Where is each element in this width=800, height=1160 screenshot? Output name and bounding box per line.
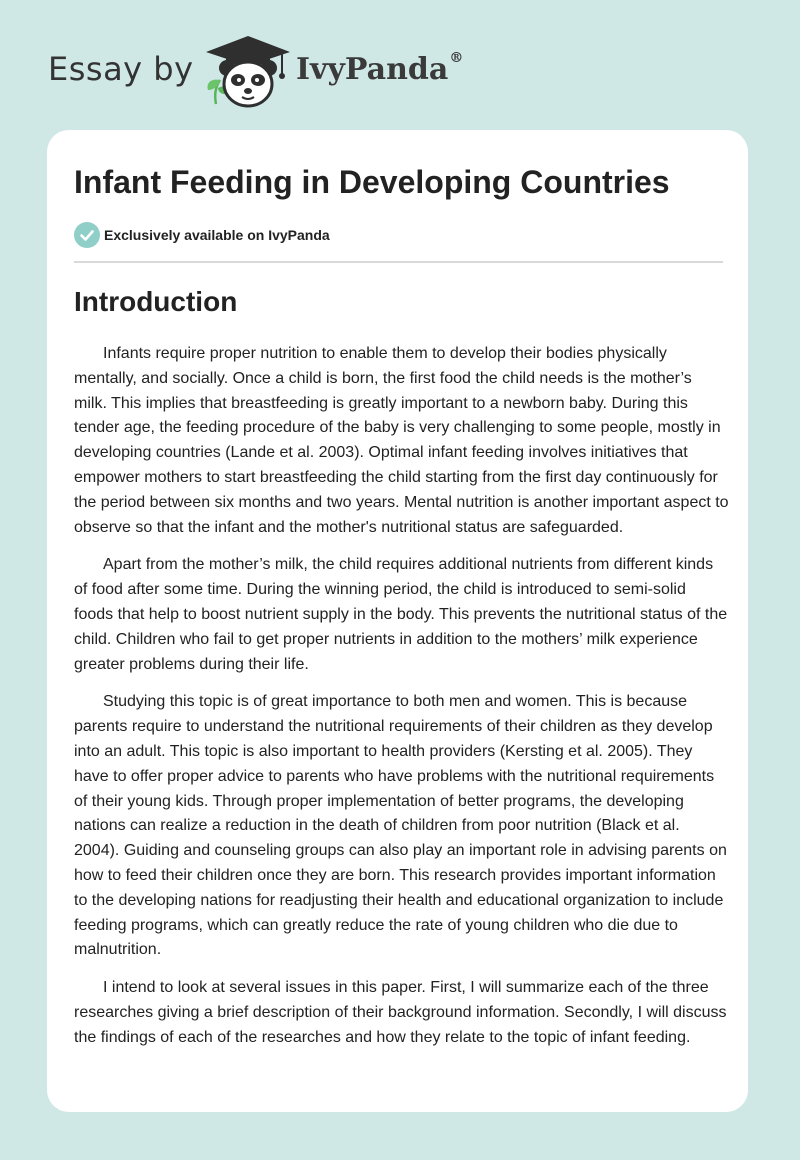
site-header <box>0 0 800 130</box>
essay-body <box>74 342 729 1064</box>
paragraph: Infants require proper nutrition to enable them to develop their bodies physically mentally, and socially. Once a child is born, the first food the child needs is the mother’s milk. This implies that breastfeeding is greatly important to a newborn baby. During this tender age, the feeding procedure of the baby is very challenging to some people, mostly in developing countries (Lande et al. 2003). Optimal infant feeding involves initiatives that empower mothers to start breastfeeding the child starting from the first day continuously for the period between six months and two years. Mental nutrition is another important aspect to observe so that the infant and the mother's nutritional status are safeguarded. <box>74 345 729 536</box>
brand-name[interactable] <box>296 52 463 87</box>
panda-logo-icon[interactable] <box>200 34 296 110</box>
page-title: Infant Feeding in Developing Countries <box>74 164 670 200</box>
paragraph: I intend to look at several issues in this paper. First, I will summarize each of the three researches giving a brief description of their background information. Secondly, I will discuss the findings of each of the researches and how they relate to the topic of infant feeding. <box>74 979 727 1046</box>
essay-by-label: Essay by <box>48 50 194 88</box>
check-circle-icon <box>74 222 100 248</box>
badge-text: Exclusively available on IvyPanda <box>104 227 330 243</box>
divider <box>74 261 723 263</box>
section-heading: Introduction <box>74 286 238 317</box>
paragraph: Apart from the mother’s milk, the child requires additional nutrients from different kinds of food after some time. During the winning period, the child is introduced to semi-solid foods that help to boost nutrient supply in the body. This prevents the nutritional status of the child. Children who fail to get proper nutrients in addition to the mothers’ milk experience greater problems during their life. <box>74 556 728 673</box>
registered-mark: ® <box>449 50 464 66</box>
essay-card <box>47 130 748 1112</box>
exclusive-badge <box>74 222 330 248</box>
brand-text: IvyPanda <box>296 52 449 87</box>
paragraph: Studying this topic is of great importance to both men and women. This is because parents require to understand the nutritional requirements of their children as they develop into an adult. This topic is also important to health providers (Kersting et al. 2005). They have to offer proper advice to parents who have problems with the nutritional requirements of their young kids. Through proper implementation of better programs, the developing nations can realize a reduction in the death of children from poor nutrition (Black et al. 2004). Guiding and counseling groups can also play an important role in advising parents on how to feed their children once they are born. This research provides important information to the developing nations for readjusting their health and educational organization to include feeding programs, which can greatly reduce the rate of young children who die due to malnutrition. <box>74 693 727 959</box>
